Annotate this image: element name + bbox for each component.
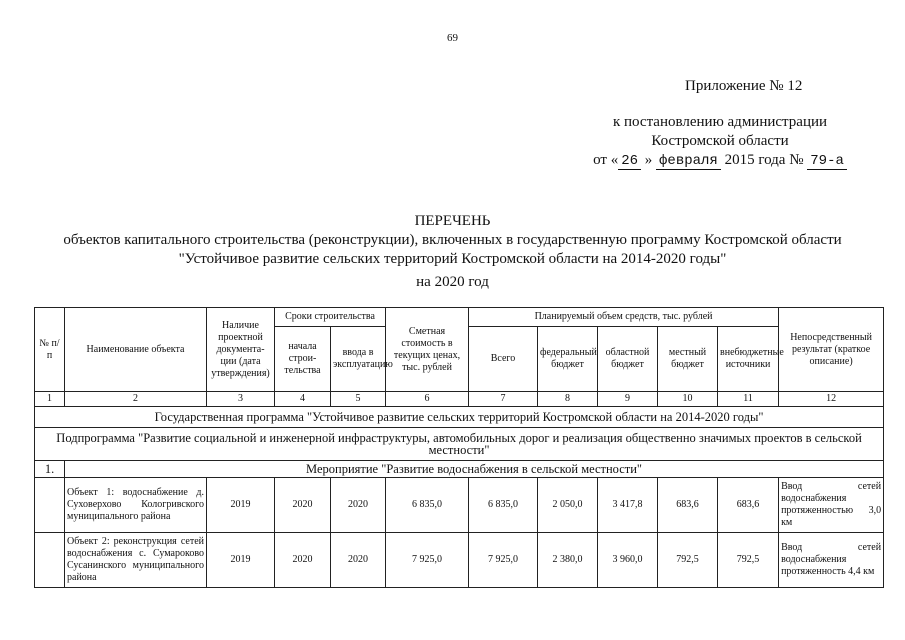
table-row [35, 478, 884, 533]
object-docs: 2019 [207, 478, 275, 533]
decree-month: февраля [656, 153, 721, 170]
header-commission: ввода в эксплуатацию [331, 327, 386, 392]
measure-number: 1. [35, 461, 65, 478]
title-line-1: объектов капитального строительства (реконструкции), включенных в государственную программу Костромской области [63, 232, 842, 248]
col-number: 2 [65, 392, 207, 407]
subprogram-title: Подпрограмма "Развитие социальной и инженерной инфраструктуры, автомобильных дорог и реализация общественно значимых проектов в сельской местности" [35, 428, 884, 461]
decree-line-2: Костромской области [651, 133, 789, 149]
object-federal: 2 380,0 [538, 533, 598, 588]
measure-row [35, 461, 884, 478]
col-number: 10 [658, 392, 718, 407]
page-number: 69 [447, 32, 458, 44]
object-name: Объект 2: реконструкция сетей водоснабжения с. Сумароково Сусанинского муниципального района [65, 533, 207, 588]
col-number: 6 [386, 392, 469, 407]
title-line-2: "Устойчивое развитие сельских территорий Костромской области на 2014-2020 годы" [178, 251, 727, 267]
object-offbudget: 792,5 [718, 533, 779, 588]
measure-title: Мероприятие "Развитие водоснабжения в сельской местности" [65, 461, 884, 478]
header-terms: Сроки строительства [275, 308, 386, 327]
title-heading: ПЕРЕЧЕНЬ [414, 213, 491, 229]
column-number-row [35, 392, 884, 407]
object-regional: 3 417,8 [598, 478, 658, 533]
object-total: 7 925,0 [469, 533, 538, 588]
object-cost: 6 835,0 [386, 478, 469, 533]
object-start: 2020 [275, 533, 331, 588]
header-result: Непосредственный результат (краткое описание) [779, 308, 884, 392]
header-num: № п/п [35, 308, 65, 392]
header-planned: Планируемый объем средств, тыс. рублей [469, 308, 779, 327]
document-title [0, 212, 905, 292]
object-federal: 2 050,0 [538, 478, 598, 533]
header-local: местный бюджет [658, 327, 718, 392]
object-commission: 2020 [331, 533, 386, 588]
object-local: 792,5 [658, 533, 718, 588]
header-regional: областной бюджет [598, 327, 658, 392]
object-num-cell [35, 478, 65, 533]
appendix-label: Приложение № 12 [685, 78, 803, 94]
program-row [35, 407, 884, 428]
header-docs: Наличие проектной документа-ции (дата утверждения) [207, 308, 275, 392]
col-number: 12 [779, 392, 884, 407]
decree-from: от « [593, 152, 619, 168]
subprogram-row [35, 428, 884, 461]
col-number: 1 [35, 392, 65, 407]
header-row-1 [35, 308, 884, 327]
decree-line-3 [560, 151, 880, 171]
object-result: Ввод сетей водоснабжения протяженностью 3,0 км [779, 478, 884, 533]
object-start: 2020 [275, 478, 331, 533]
object-total: 6 835,0 [469, 478, 538, 533]
object-offbudget: 683,6 [718, 478, 779, 533]
header-name: Наименование объекта [65, 308, 207, 392]
header-offbudget: внебюджетные источники [718, 327, 779, 392]
decree-year: 2015 года № [724, 152, 804, 168]
header-start: начала строи-тельства [275, 327, 331, 392]
decree-day: 26 [618, 153, 641, 170]
header-total: Всего [469, 327, 538, 392]
title-line-3: на 2020 год [416, 274, 489, 290]
object-name: Объект 1: водоснабжение д. Суховерхово Кологривского муниципального района [65, 478, 207, 533]
col-number: 11 [718, 392, 779, 407]
col-number: 9 [598, 392, 658, 407]
object-cost: 7 925,0 [386, 533, 469, 588]
decree-line-1: к постановлению администрации [612, 114, 828, 130]
header-cost: Сметная стоимость в текущих ценах, тыс. рублей [386, 308, 469, 392]
col-number: 5 [331, 392, 386, 407]
object-regional: 3 960,0 [598, 533, 658, 588]
object-result: Ввод сетей водоснабжения протяженность 4,4 км [779, 533, 884, 588]
col-number: 4 [275, 392, 331, 407]
decree-reference [560, 113, 880, 171]
program-title: Государственная программа "Устойчивое развитие сельских территорий Костромской области на 2014-2020 годы" [35, 407, 884, 428]
object-local: 683,6 [658, 478, 718, 533]
object-docs: 2019 [207, 533, 275, 588]
table-row [35, 533, 884, 588]
header-federal: федеральный бюджет [538, 327, 598, 392]
decree-number: 79-а [807, 153, 847, 170]
col-number: 3 [207, 392, 275, 407]
col-number: 7 [469, 392, 538, 407]
object-num-cell [35, 533, 65, 588]
objects-table [34, 307, 884, 588]
col-number: 8 [538, 392, 598, 407]
object-commission: 2020 [331, 478, 386, 533]
decree-sep: » [644, 152, 653, 168]
